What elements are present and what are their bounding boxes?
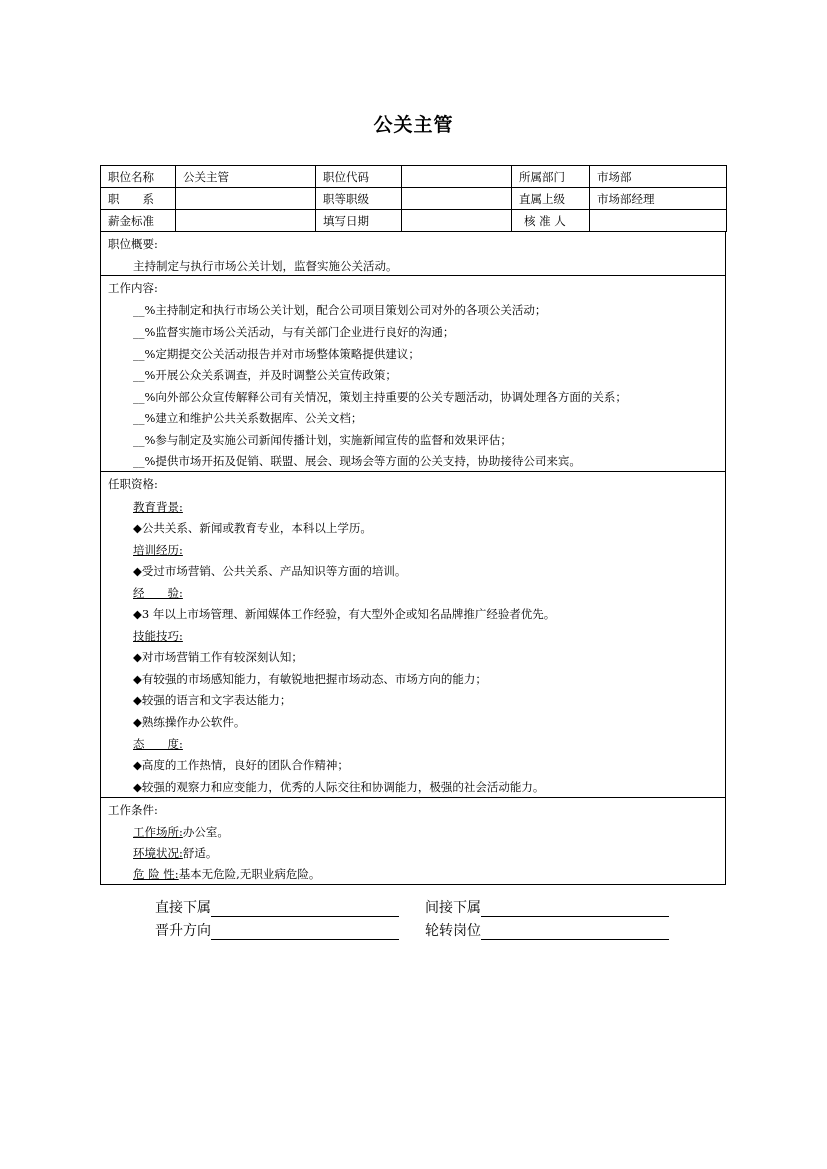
list-item: __%建立和维护公共关系数据库、公关文档； [133, 411, 363, 425]
promotion-path-label: 晋升方向 [155, 923, 211, 939]
table-row [101, 188, 727, 210]
label-position-name: 职位名称 [101, 166, 176, 188]
summary-text: 主持制定与执行市场公关计划，监督实施公关活动。 [133, 259, 398, 273]
duties-section [100, 276, 726, 472]
attitude-item: ◆较强的观察力和应变能力，优秀的人际交往和协调能力，极强的社会活动能力。 [133, 780, 545, 794]
risk-line [133, 866, 320, 882]
value-approver [590, 210, 727, 232]
list-item: __%定期提交公关活动报告并对市场整体策略提供建议； [133, 347, 420, 361]
environment-line [133, 845, 217, 861]
indirect-subordinate-blank[interactable] [481, 902, 669, 917]
risk-value: 基本无危险,无职业病危险。 [178, 867, 321, 881]
promotion-path-field [155, 920, 399, 940]
summary-heading: 职位概要: [108, 237, 158, 251]
environment-value: 舒适。 [182, 846, 218, 860]
experience-label: 经 验: [133, 586, 183, 600]
value-department: 市场部 [590, 166, 727, 188]
qualifications-heading: 任职资格: [108, 477, 158, 491]
label-fill-date: 填写日期 [316, 210, 402, 232]
training-item: ◆受过市场营销、公共关系、产品知识等方面的培训。 [133, 564, 407, 578]
workplace-value: 办公室。 [182, 825, 229, 839]
direct-subordinate-field [155, 897, 399, 917]
label-grade: 职等职级 [316, 188, 402, 210]
rotation-post-field [425, 920, 669, 940]
direct-subordinate-blank[interactable] [211, 902, 399, 917]
list-item: __%开展公众关系调查，并及时调整公关宣传政策； [133, 368, 397, 382]
attitude-item: ◆高度的工作热情，良好的团队合作精神； [133, 758, 349, 772]
page-title: 公关主管 [373, 114, 454, 136]
value-grade [402, 188, 512, 210]
table-row [101, 210, 727, 232]
value-position-code [402, 166, 512, 188]
conditions-section [100, 798, 726, 885]
conditions-heading: 工作条件: [108, 803, 158, 817]
table-row [101, 166, 727, 188]
value-supervisor: 市场部经理 [590, 188, 727, 210]
list-item: __%监督实施市场公关活动，与有关部门企业进行良好的沟通； [133, 325, 455, 339]
header-table [100, 165, 727, 232]
value-fill-date [402, 210, 512, 232]
skills-item: ◆较强的语言和文字表达能力； [133, 693, 292, 707]
workplace-line [133, 824, 229, 840]
skills-item: ◆有较强的市场感知能力，有敏锐地把握市场动态、市场方向的能力； [133, 672, 487, 686]
label-department: 所属部门 [512, 166, 590, 188]
value-salary [176, 210, 316, 232]
experience-item: ◆3 年以上市场管理、新闻媒体工作经验，有大型外企或知名品牌推广经验者优先。 [133, 607, 556, 621]
indirect-subordinate-label: 间接下属 [425, 900, 481, 916]
promotion-path-blank[interactable] [211, 925, 399, 940]
qualifications-section [100, 472, 726, 798]
skills-label: 技能技巧: [133, 629, 183, 643]
list-item: __%主持制定和执行市场公关计划，配合公司项目策划公司对外的各项公关活动； [133, 303, 547, 317]
label-salary: 薪金标准 [101, 210, 176, 232]
training-label: 培训经历: [133, 543, 183, 557]
label-supervisor: 直属上级 [512, 188, 590, 210]
label-job-family: 职 系 [101, 188, 176, 210]
risk-label: 危 险 性: [133, 867, 179, 881]
direct-subordinate-label: 直接下属 [155, 900, 211, 916]
environment-label: 环境状况: [133, 846, 183, 860]
value-job-family [176, 188, 316, 210]
rotation-post-label: 轮转岗位 [425, 923, 481, 939]
education-item: ◆公共关系、新闻或教育专业，本科以上学历。 [133, 521, 372, 535]
skills-item: ◆对市场营销工作有较深刻认知； [133, 650, 303, 664]
value-position-name: 公关主管 [176, 166, 316, 188]
list-item: __%参与制定及实施公司新闻传播计划，实施新闻宣传的监督和效果评估； [133, 433, 512, 447]
education-label: 教育背景: [133, 500, 183, 514]
attitude-label: 态 度: [133, 737, 183, 751]
label-position-code: 职位代码 [316, 166, 402, 188]
indirect-subordinate-field [425, 897, 669, 917]
rotation-post-blank[interactable] [481, 925, 669, 940]
skills-item: ◆熟练操作办公软件。 [133, 715, 246, 729]
workplace-label: 工作场所: [133, 825, 183, 839]
duties-heading: 工作内容: [108, 281, 158, 295]
summary-section [100, 232, 726, 276]
list-item: __%向外部公众宣传解释公司有关情况，策划主持重要的公关专题活动，协调处理各方面的关系； [133, 390, 627, 404]
label-approver: 核 准 人 [512, 210, 590, 232]
list-item: __%提供市场开拓及促销、联盟、展会、现场会等方面的公关支持，协助接待公司来宾。 [133, 454, 581, 468]
